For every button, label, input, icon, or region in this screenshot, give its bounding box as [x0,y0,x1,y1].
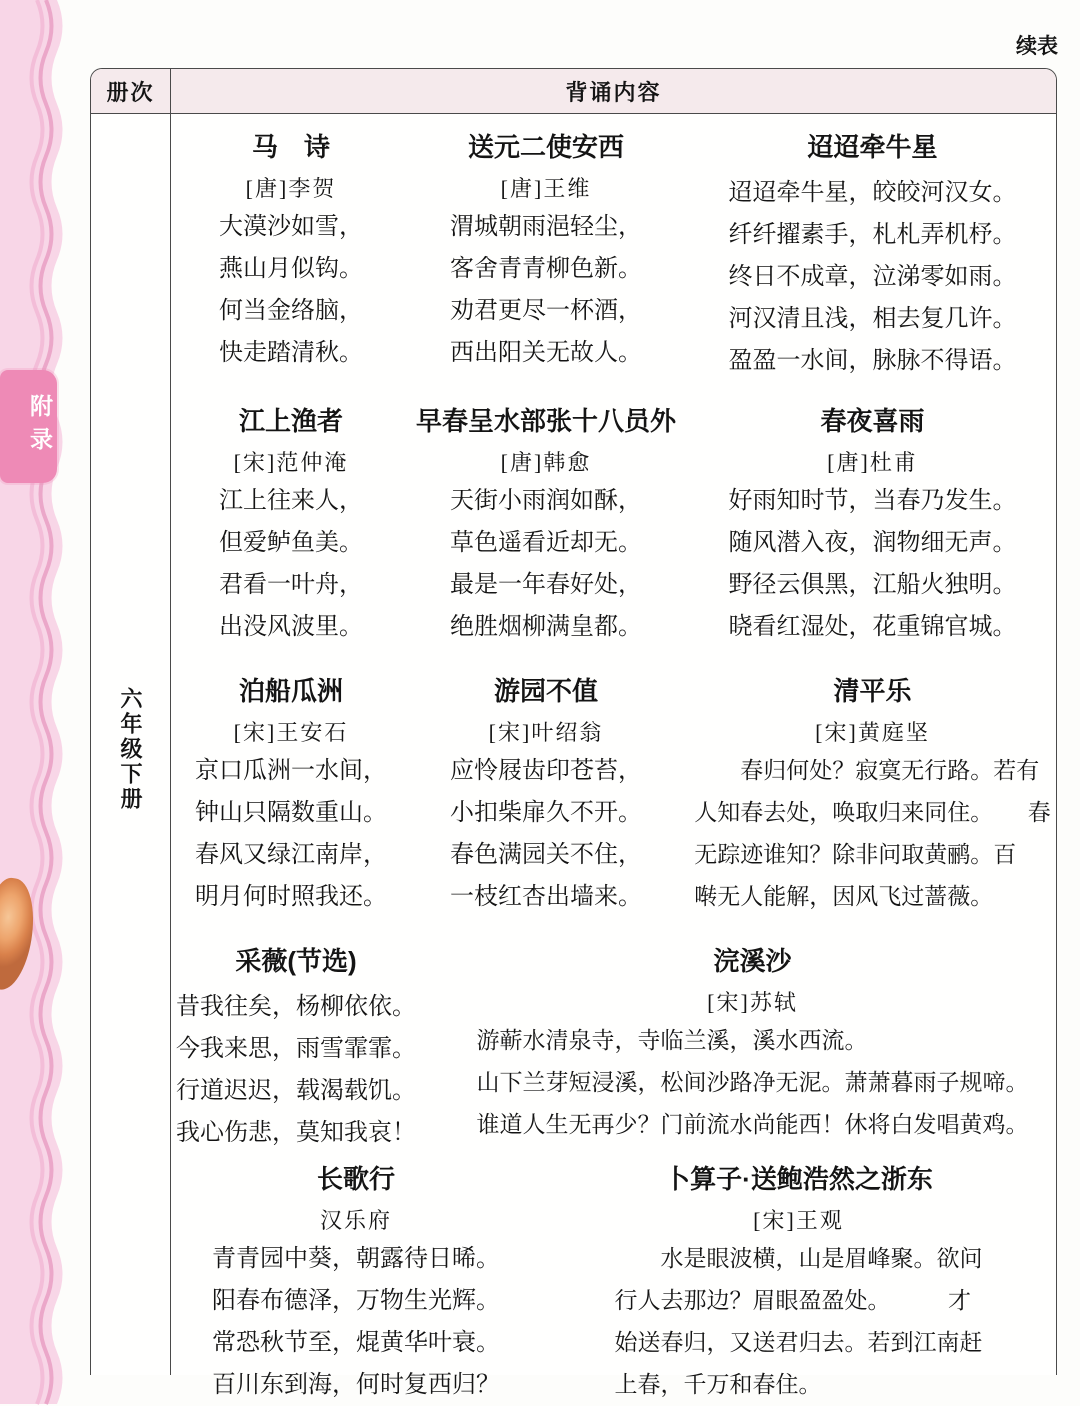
poem-line: 晓看红湿处，花重锦官城。 [728,614,1017,640]
poem-author: [宋]叶绍翁 [488,720,604,745]
poem-line: 春归何处？寂寞无行路。若有 [694,758,1040,783]
poem-line: 春风又绿江南岸， [195,842,387,868]
poem-title: 马 诗 [251,132,330,162]
poem-line: 昔我往矣，杨柳依依。 [176,994,416,1020]
poem-line: 终日不成章，泣涕零如雨。 [728,264,1017,290]
poem-line: 草色遥看近却无。 [450,530,642,556]
poem-line: 阳春布德泽，万物生光辉。 [212,1288,500,1314]
poem-line: 君看一叶舟， [219,572,363,598]
poem-title: 清平乐 [833,676,912,706]
poem-block [171,944,421,1154]
poem-line: 明月何时照我还。 [195,884,387,910]
poem-line: 西出阳关无故人。 [450,340,642,366]
poem-line: 野径云俱黑，江船火独明。 [728,572,1017,598]
poem-line: 何当金络脑， [219,298,363,324]
poem-line: 小扣柴扉久不开。 [450,800,642,826]
poem-line: 谁道人生无再少？门前流水尚能西！休将白发唱黄鸡。 [476,1112,1029,1137]
poem-line: 我心伤悲，莫知我哀！ [176,1120,416,1146]
poem-author: [唐]杜甫 [827,450,918,475]
recitation-table [90,68,1057,1398]
poem-line: 但爱鲈鱼美。 [219,530,363,556]
poem-block [171,1162,541,1406]
poem-block [411,404,681,648]
poem-line: 大漠沙如雪， [219,214,363,240]
poem-line: 啭无人能解，因风飞过蔷薇。 [694,884,994,909]
poem-author: [宋]苏轼 [707,990,798,1015]
poem-line: 一枝红杏出墙来。 [450,884,642,910]
poem-line: 百川东到海，何时复西归？ [212,1372,500,1398]
poem-text [694,750,1051,918]
poem-title: 江上渔者 [238,406,343,436]
poem-text [615,1238,983,1406]
poem-row [171,674,1056,918]
volume-column [91,114,171,1375]
poem-row [171,944,1056,1154]
poem-author: [唐]李贺 [245,176,337,201]
poem-line: 最是一年春好处， [450,572,642,598]
poem-title: 春夜喜雨 [820,406,925,436]
page-edge-decoration [0,0,70,1375]
poem-author: [宋]范仲淹 [233,450,349,475]
header-content-cell: 背诵内容 [565,79,662,105]
poem-line: 水是眼波横，山是眉峰聚。欲问 [614,1246,983,1271]
poem-block [171,130,411,374]
poem-line: 上春，千万和春住。 [614,1372,822,1397]
poem-line: 今我来思，雨雪霏霏。 [176,1036,416,1062]
poem-block [541,1162,1056,1406]
recitation-content-cell [171,114,1056,1398]
poem-line: 人知春去处，唤取归来同住。 春 [694,800,1051,825]
poem-line: 春色满园关不住， [450,842,642,868]
poem-author: 汉乐府 [319,1208,392,1233]
header-volume-cell: 册次 [91,69,171,113]
poem-title: 泊船瓜洲 [238,676,343,706]
poem-title: 迢迢牵牛星 [807,132,938,162]
poem-line: 渭城朝雨浥轻尘， [450,214,642,240]
poem-line: 京口瓜洲一水间， [195,758,387,784]
poem-line: 绝胜烟柳满皇都。 [450,614,642,640]
poem-line: 出没风波里。 [219,614,363,640]
poem-title: 卜算子·送鲍浩然之浙东 [664,1164,933,1194]
poem-text [477,1020,1029,1146]
poem-line: 河汉清且浅，相去复几许。 [728,306,1017,332]
poem-block [411,674,681,918]
poem-block [171,404,411,648]
poem-block [411,130,681,374]
poem-author: [唐]韩愈 [500,450,592,475]
poem-block [449,944,1056,1146]
poem-line: 随风潜入夜，润物细无声。 [728,530,1017,556]
poem-line: 纤纤擢素手，札札弄机杼。 [728,222,1017,248]
poem-line: 常恐秋节至，焜黄华叶衰。 [212,1330,500,1356]
poem-author: [唐]王维 [500,176,592,201]
poem-line: 始送春归，又送君归去。若到江南赶 [614,1330,983,1355]
poem-block [689,404,1056,648]
poem-block [171,674,411,918]
poem-line: 盈盈一水间，脉脉不得语。 [728,348,1017,374]
poem-author: [宋]王安石 [233,720,349,745]
poem-line: 江上往来人， [219,488,363,514]
appendix-tab-label: 附录 [27,394,53,460]
table-body [91,114,1056,1398]
poem-line: 快走踏清秋。 [219,340,363,366]
poem-title: 送元二使安西 [467,132,624,162]
poem-row [171,130,1056,382]
poem-line: 行人去那边？眉眼盈盈处。 才 [614,1288,971,1313]
poem-line: 好雨知时节，当春乃发生。 [728,488,1017,514]
poem-author: [宋]王观 [753,1208,844,1233]
poem-line: 迢迢牵牛星，皎皎河汉女。 [728,180,1017,206]
poem-line: 应怜屐齿印苍苔， [450,758,642,784]
poem-title: 早春呈水部张十八员外 [415,406,676,436]
table-header-row [91,69,1056,114]
poem-line: 行道迟迟，载渴载饥。 [176,1078,416,1104]
wavy-edge-graphic [0,0,70,1375]
poem-line: 客舍青青柳色新。 [450,256,642,282]
poem-line: 燕山月似钩。 [219,256,363,282]
poem-line: 无踪迹谁知？除非问取黄鹂。百 [694,842,1017,867]
poem-title: 浣溪沙 [713,946,792,976]
poem-line: 劝君更尽一杯酒， [450,298,642,324]
poem-author: [宋]黄庭坚 [815,720,930,745]
poem-line: 青青园中葵，朝露待日晞。 [212,1246,500,1272]
poem-block [689,674,1056,918]
poem-title: 长歌行 [316,1164,395,1194]
poem-title: 采薇(节选) [235,946,357,976]
appendix-tab [0,370,57,483]
poem-line: 天街小雨润如酥， [450,488,642,514]
continued-table-label: 续表 [1016,35,1058,58]
poem-title: 游园不值 [493,676,598,706]
poem-line: 游蕲水清泉寺，寺临兰溪，溪水西流。 [476,1028,868,1053]
poem-row [171,404,1056,648]
poem-row [171,1162,1056,1406]
poem-block [689,130,1056,382]
poem-line: 山下兰芽短浸溪，松间沙路净无泥。萧萧暮雨子规啼。 [476,1070,1029,1095]
poem-line: 钟山只隔数重山。 [195,800,387,826]
volume-label: 六年级下册 [118,687,143,812]
